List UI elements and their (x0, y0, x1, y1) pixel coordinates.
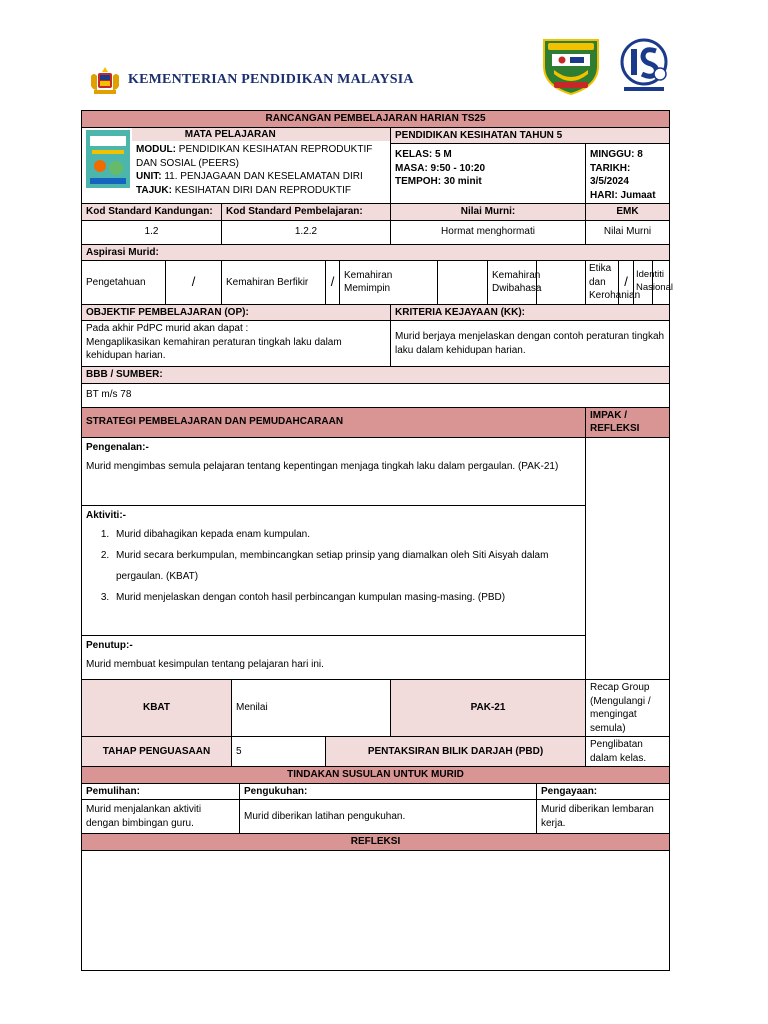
aspirasi-item-label: Identiti Nasional (634, 261, 653, 305)
ministry-name: KEMENTERIAN PENDIDIKAN MALAYSIA (128, 72, 414, 87)
objective-header: OBJEKTIF PEMBELAJARAN (OP): (82, 304, 391, 321)
document-header (0, 0, 768, 108)
strategy-header: STRATEGI PEMBELAJARAN DAN PEMUDAHCARAAN (82, 407, 586, 437)
aktiviti-item: 2. Murid secara berkumpulan, membincangkan setiap prinsip yang diamalkan oleh Siti Aisyah dalam pergaulan. (KBAT) (112, 545, 581, 587)
moral-value-value: Hormat menghormati (391, 220, 586, 244)
aktiviti-list (86, 524, 581, 608)
standard-content-value: 1.2 (82, 220, 222, 244)
criteria-header: KRITERIA KEJAYAAN (KK): (391, 304, 670, 321)
strategy-content-cell (82, 437, 586, 680)
pbd-value: Penglibatan dalam kelas. (586, 737, 670, 767)
subject-label: MATA PELAJARAN (184, 128, 276, 140)
school-crest-icon (540, 34, 602, 96)
aspirasi-item-label: Etika dan Kerohanian (586, 261, 619, 305)
ts25-logo-icon (618, 38, 670, 94)
aktiviti-section (82, 506, 585, 636)
penutup-text: Murid membuat kesimpulan tentang pelajaran hari ini. (86, 659, 324, 670)
pengayaan-value: Murid diberikan lembaran kerja. (537, 800, 670, 834)
pbd-label: PENTAKSIRAN BILIK DARJAH (PBD) (326, 737, 586, 767)
lesson-plan-table (81, 110, 673, 971)
impact-header: IMPAK / REFLEKSI (586, 407, 670, 437)
penutup-label: Penutup:- (86, 639, 133, 651)
topic-label: TAJUK: (136, 184, 172, 196)
followup-header: TINDAKAN SUSULAN UNTUK MURID (82, 767, 670, 784)
pak21-value: Recap Group (Mengulangi / mengingat semula) (586, 680, 670, 737)
standard-learning-header: Kod Standard Pembelajaran: (222, 204, 391, 221)
pengenalan-section (82, 438, 585, 506)
aspirasi-item-mark (438, 261, 488, 305)
masa-value: MASA: 9:50 - 10:20 (395, 162, 486, 174)
aspirasi-item-label: Pengetahuan (82, 261, 166, 305)
moral-value-header: Nilai Murni: (391, 204, 586, 221)
kelas-value: KELAS: 5 M (395, 149, 452, 160)
standard-learning-value: 1.2.2 (222, 220, 391, 244)
pengenalan-label: Pengenalan:- (86, 441, 149, 453)
penutup-section (82, 636, 585, 680)
objective-line-1: Pada akhir PdPC murid akan dapat : (86, 323, 249, 334)
bbb-header: BBB / SUMBER: (82, 367, 670, 384)
kbat-label: KBAT (82, 680, 232, 737)
aspirasi-item-mark: / (619, 261, 634, 305)
impact-reflection-cell (586, 437, 670, 680)
textbook-cover-icon (86, 130, 130, 188)
reflection-header: REFLEKSI (82, 834, 670, 851)
unit-value: 11. PENJAGAAN DAN KESELAMATAN DIRI (164, 171, 363, 182)
hari-value: HARI: Jumaat (590, 189, 656, 201)
pengenalan-text: Murid mengimbas semula pelajaran tentang kepentingan menjaga tingkah laku dalam pergaulan. (PAK-21) (86, 461, 559, 472)
pak21-label: PAK-21 (391, 680, 586, 737)
aktiviti-item: 3. Murid menjelaskan dengan contoh hasil perbincangan kumpulan masing-masing. (PBD) (112, 587, 581, 608)
pengukuhan-value: Murid diberikan latihan pengukuhan. (240, 800, 537, 834)
class-time-cell (391, 144, 586, 204)
plan-title: RANCANGAN PEMBELAJARAN HARIAN TS25 (82, 111, 670, 128)
objective-line-2: Mengaplikasikan kemahiran peraturan tingkah laku dalam kehidupan harian. (86, 336, 342, 361)
aspirasi-label: Aspirasi Murid: (82, 244, 670, 261)
aspirasi-item-mark (537, 261, 586, 305)
aspirasi-item-mark: / (326, 261, 340, 305)
subject-value: PENDIDIKAN KESIHATAN TAHUN 5 (391, 127, 670, 144)
emk-header: EMK (586, 204, 670, 221)
tahap-value: 5 (232, 737, 326, 767)
pemulihan-value: Murid menjalankan aktiviti dengan bimbingan guru. (82, 800, 240, 834)
module-value: PENDIDIKAN KESIHATAN REPRODUKTIF DAN SOSIAL (PEERS) (136, 144, 373, 169)
criteria-text: Murid berjaya menjelaskan dengan contoh peraturan tingkah laku dalam kehidupan harian. (391, 321, 670, 367)
pengayaan-label: Pengayaan: (537, 783, 670, 800)
aspirasi-item-label: Kemahiran Dwibahasa (488, 261, 537, 305)
bbb-value: BT m/s 78 (82, 383, 670, 407)
week-date-cell (586, 144, 670, 204)
tempoh-value: TEMPOH: 30 minit (395, 176, 482, 187)
tahap-label: TAHAP PENGUASAAN (82, 737, 232, 767)
pemulihan-label: Pemulihan: (82, 783, 240, 800)
unit-label: UNIT: (136, 171, 162, 182)
objective-text-cell (82, 321, 391, 367)
aspirasi-item-label: Kemahiran Berfikir (222, 261, 326, 305)
kbat-value: Menilai (232, 680, 391, 737)
topic-value: KESIHATAN DIRI DAN REPRODUKTIF (174, 184, 352, 196)
pengukuhan-label: Pengukuhan: (240, 783, 537, 800)
aspirasi-item-label: Kemahiran Memimpin (340, 261, 438, 305)
aktiviti-label: Aktiviti:- (86, 509, 126, 521)
module-label: MODUL: (136, 144, 176, 155)
tarikh-value: TARIKH: 3/5/2024 (590, 162, 631, 187)
minggu-value: MINGGU: 8 (590, 149, 643, 160)
aspirasi-item-mark: / (166, 261, 222, 305)
standard-content-header: Kod Standard Kandungan: (82, 204, 222, 221)
reflection-content (82, 850, 670, 970)
subject-info-cell (82, 127, 391, 204)
malaysia-coat-of-arms-icon (88, 66, 122, 96)
emk-value: Nilai Murni (586, 220, 670, 244)
aktiviti-item: 1. Murid dibahagikan kepada enam kumpulan. (112, 524, 581, 545)
